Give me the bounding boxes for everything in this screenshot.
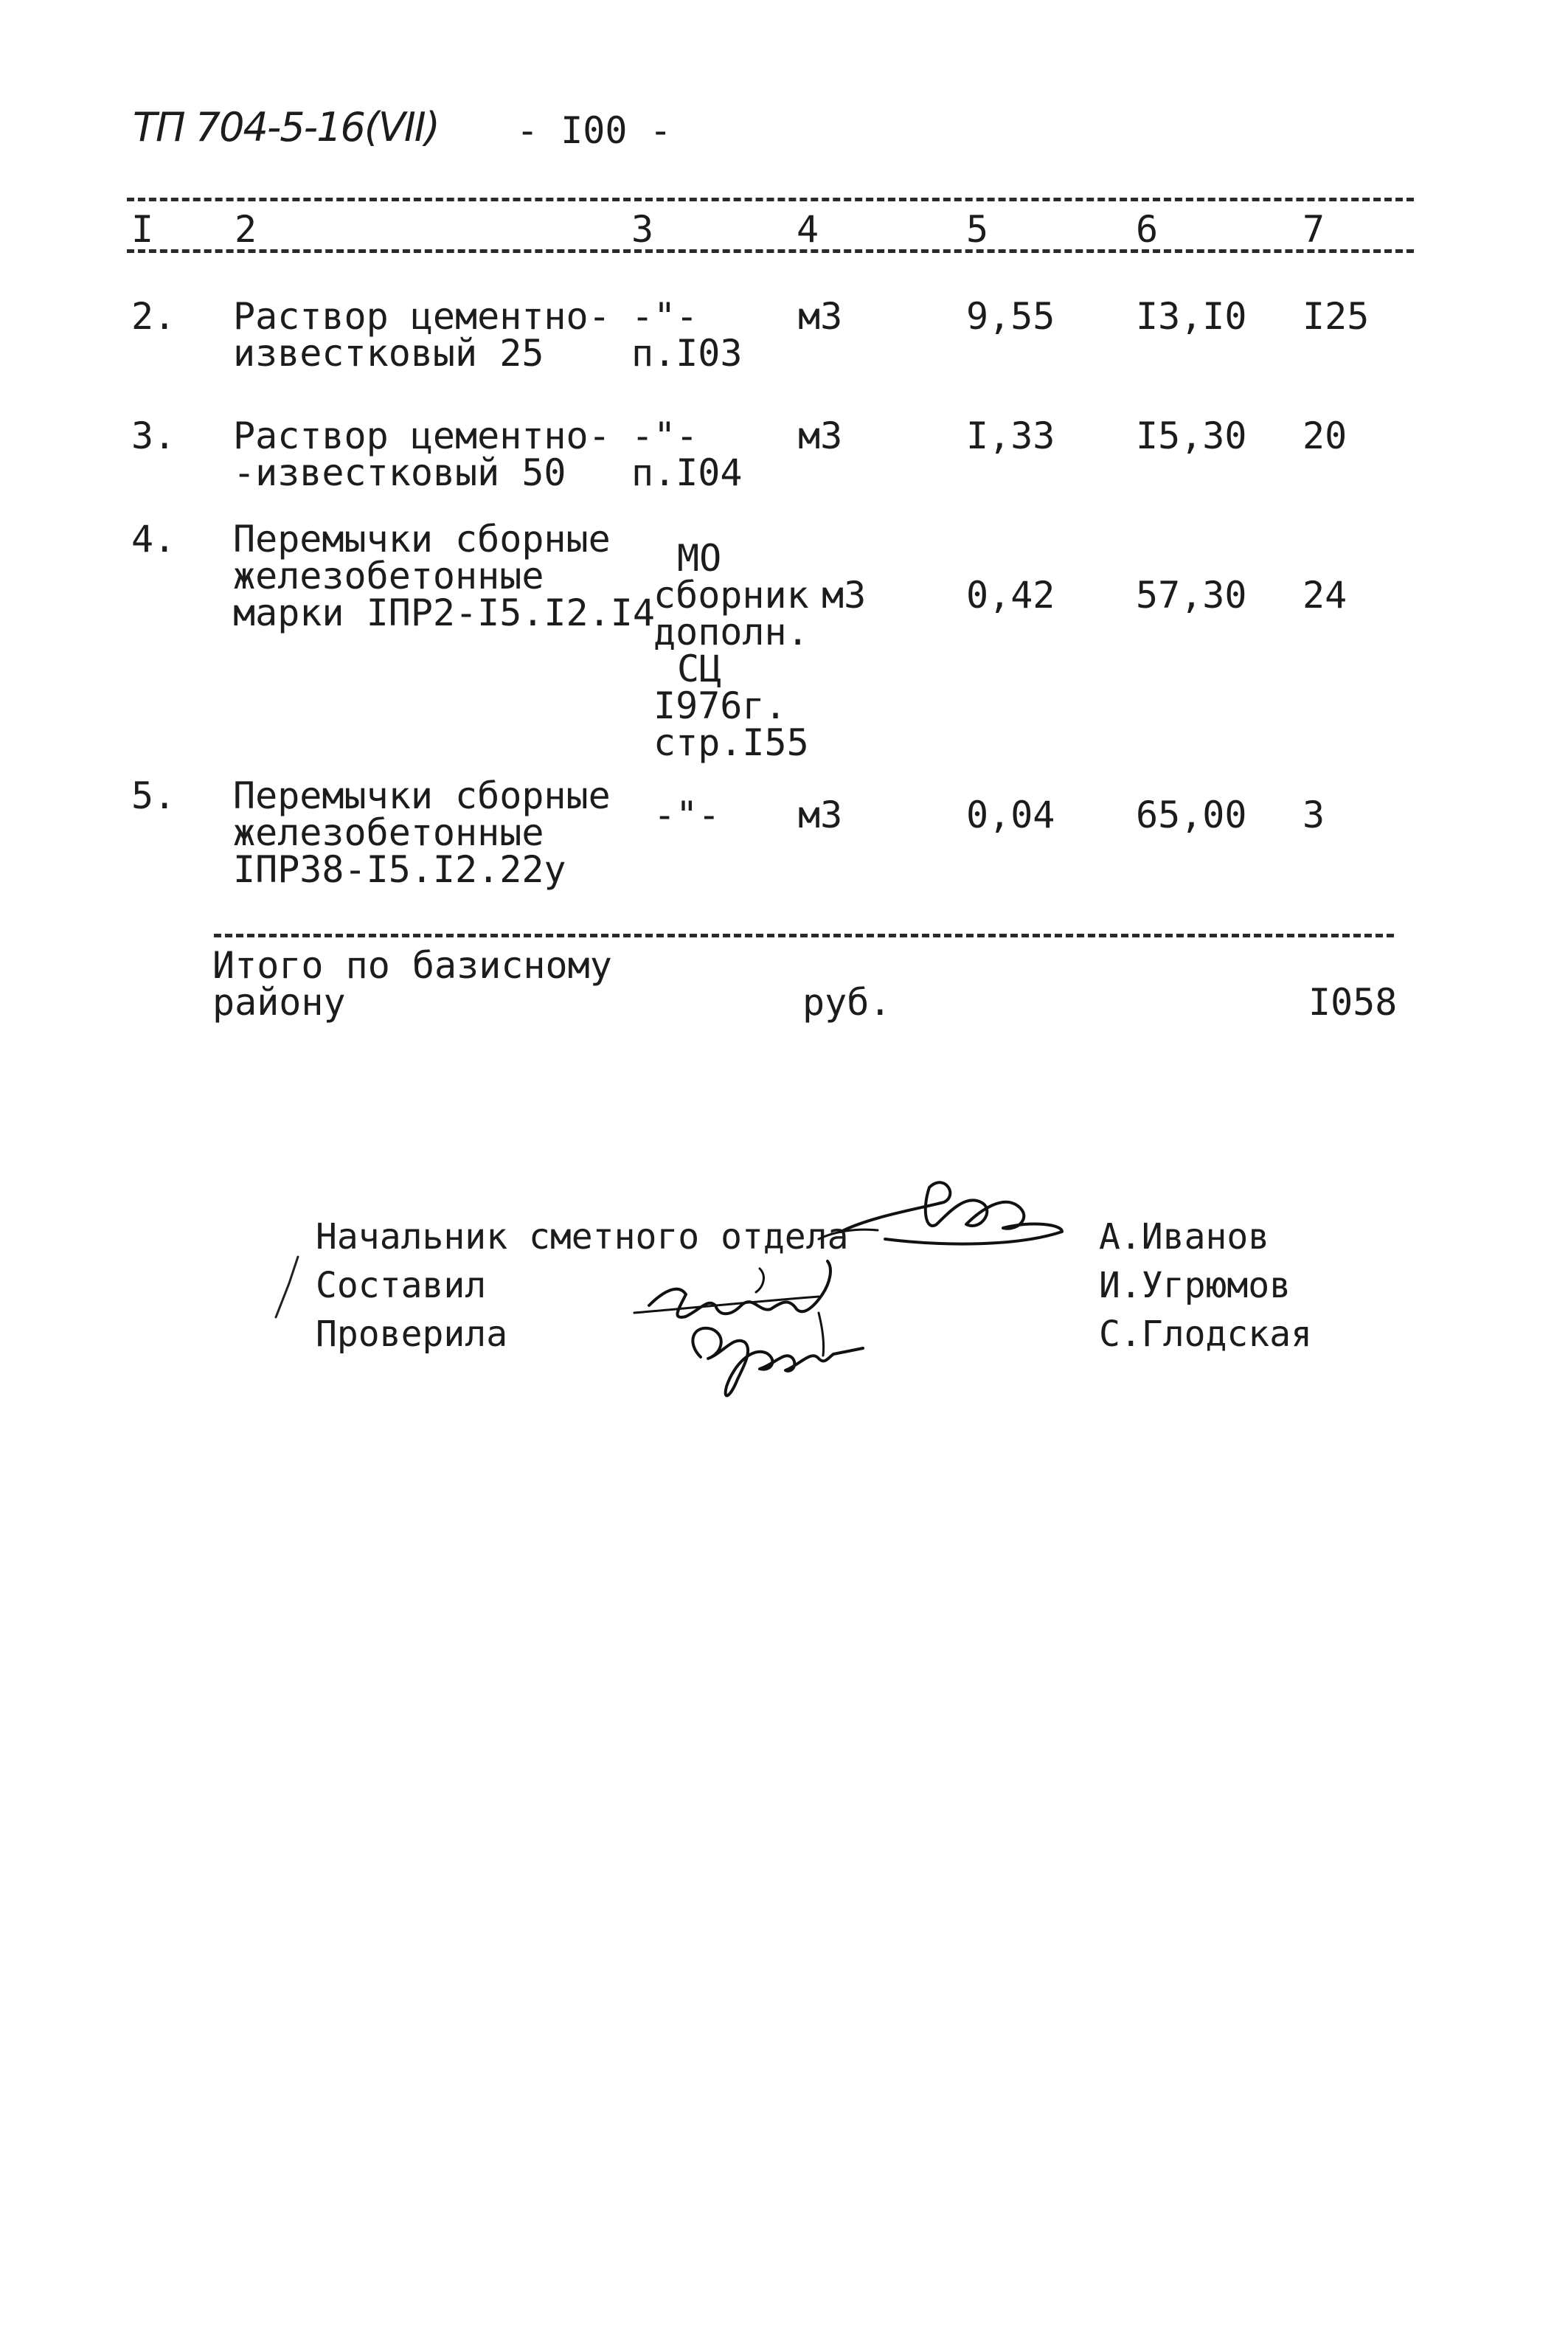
unit: м3 xyxy=(798,794,843,836)
source-line: дополн. xyxy=(653,611,809,653)
item-name-line: IПР38-I5.I2.22у xyxy=(233,848,566,891)
source-line: сборник xyxy=(653,574,809,617)
unit-price: I3,I0 xyxy=(1136,295,1247,338)
source-line: -"- xyxy=(631,414,698,457)
signature-role: Составил xyxy=(316,1265,487,1306)
item-name-line: Перемычки сборные xyxy=(233,518,611,561)
summary-label-line: району xyxy=(212,981,346,1024)
signatory-name: С.Глодская xyxy=(1099,1314,1312,1355)
source-line: п.I03 xyxy=(631,332,743,375)
source-line: -"- xyxy=(653,794,721,836)
column-header-1: I xyxy=(131,208,154,251)
unit-price: 57,30 xyxy=(1136,574,1247,617)
handwritten-signatures xyxy=(634,1165,1077,1416)
quantity: 0,42 xyxy=(966,574,1055,617)
summary-rule xyxy=(214,934,1394,937)
column-header-5: 5 xyxy=(966,208,989,251)
quantity: I,33 xyxy=(966,414,1055,457)
document-code: ТП 704-5-16(VII) xyxy=(133,104,439,150)
handwritten-tick-mark xyxy=(271,1254,301,1320)
header-top-rule xyxy=(127,198,1414,201)
signatory-name: А.Иванов xyxy=(1099,1216,1270,1257)
signature-role: Проверила xyxy=(316,1314,508,1355)
item-name-line: -известковый 50 xyxy=(233,451,566,494)
unit: м3 xyxy=(822,574,867,617)
header-bottom-rule xyxy=(127,249,1414,253)
item-name-line: железобетонные xyxy=(233,555,544,597)
total-cost: 24 xyxy=(1302,574,1347,617)
unit: м3 xyxy=(798,295,843,338)
column-header-4: 4 xyxy=(797,208,819,251)
source-line: МО xyxy=(677,537,722,580)
row-number: 3. xyxy=(131,414,176,457)
total-cost: 3 xyxy=(1302,794,1325,836)
item-name-line: Раствор цементно- xyxy=(233,414,611,457)
row-number: 5. xyxy=(131,774,176,817)
item-name-line: Перемычки сборные xyxy=(233,774,611,817)
source-line: -"- xyxy=(631,295,698,338)
source-line: СЦ xyxy=(677,648,722,690)
column-header-3: 3 xyxy=(631,208,654,251)
quantity: 0,04 xyxy=(966,794,1055,836)
item-name-line: железобетонные xyxy=(233,811,544,854)
unit: м3 xyxy=(798,414,843,457)
total-cost: I25 xyxy=(1302,295,1370,338)
source-line: I976г. xyxy=(653,684,787,727)
row-number: 4. xyxy=(131,518,176,561)
source-line: п.I04 xyxy=(631,451,743,494)
item-name-line: известковый 25 xyxy=(233,332,544,375)
quantity: 9,55 xyxy=(966,295,1055,338)
unit-price: 65,00 xyxy=(1136,794,1247,836)
item-name-line: марки IПР2-I5.I2.I4 xyxy=(233,592,655,634)
column-header-2: 2 xyxy=(235,208,257,251)
row-number: 2. xyxy=(131,295,176,338)
source-line: стр.I55 xyxy=(653,721,809,764)
column-header-7: 7 xyxy=(1302,208,1325,251)
total-cost: 20 xyxy=(1302,414,1347,457)
column-header-6: 6 xyxy=(1136,208,1159,251)
signature-role: Начальник сметного отдела xyxy=(316,1216,849,1257)
summary-unit: руб. xyxy=(802,981,892,1024)
summary-total: I058 xyxy=(1308,981,1398,1024)
signatory-name: И.Угрюмов xyxy=(1099,1265,1291,1306)
item-name-line: Раствор цементно- xyxy=(233,295,611,338)
unit-price: I5,30 xyxy=(1136,414,1247,457)
page-number: - I00 - xyxy=(516,109,672,152)
summary-label-line: Итого по базисному xyxy=(212,944,612,987)
